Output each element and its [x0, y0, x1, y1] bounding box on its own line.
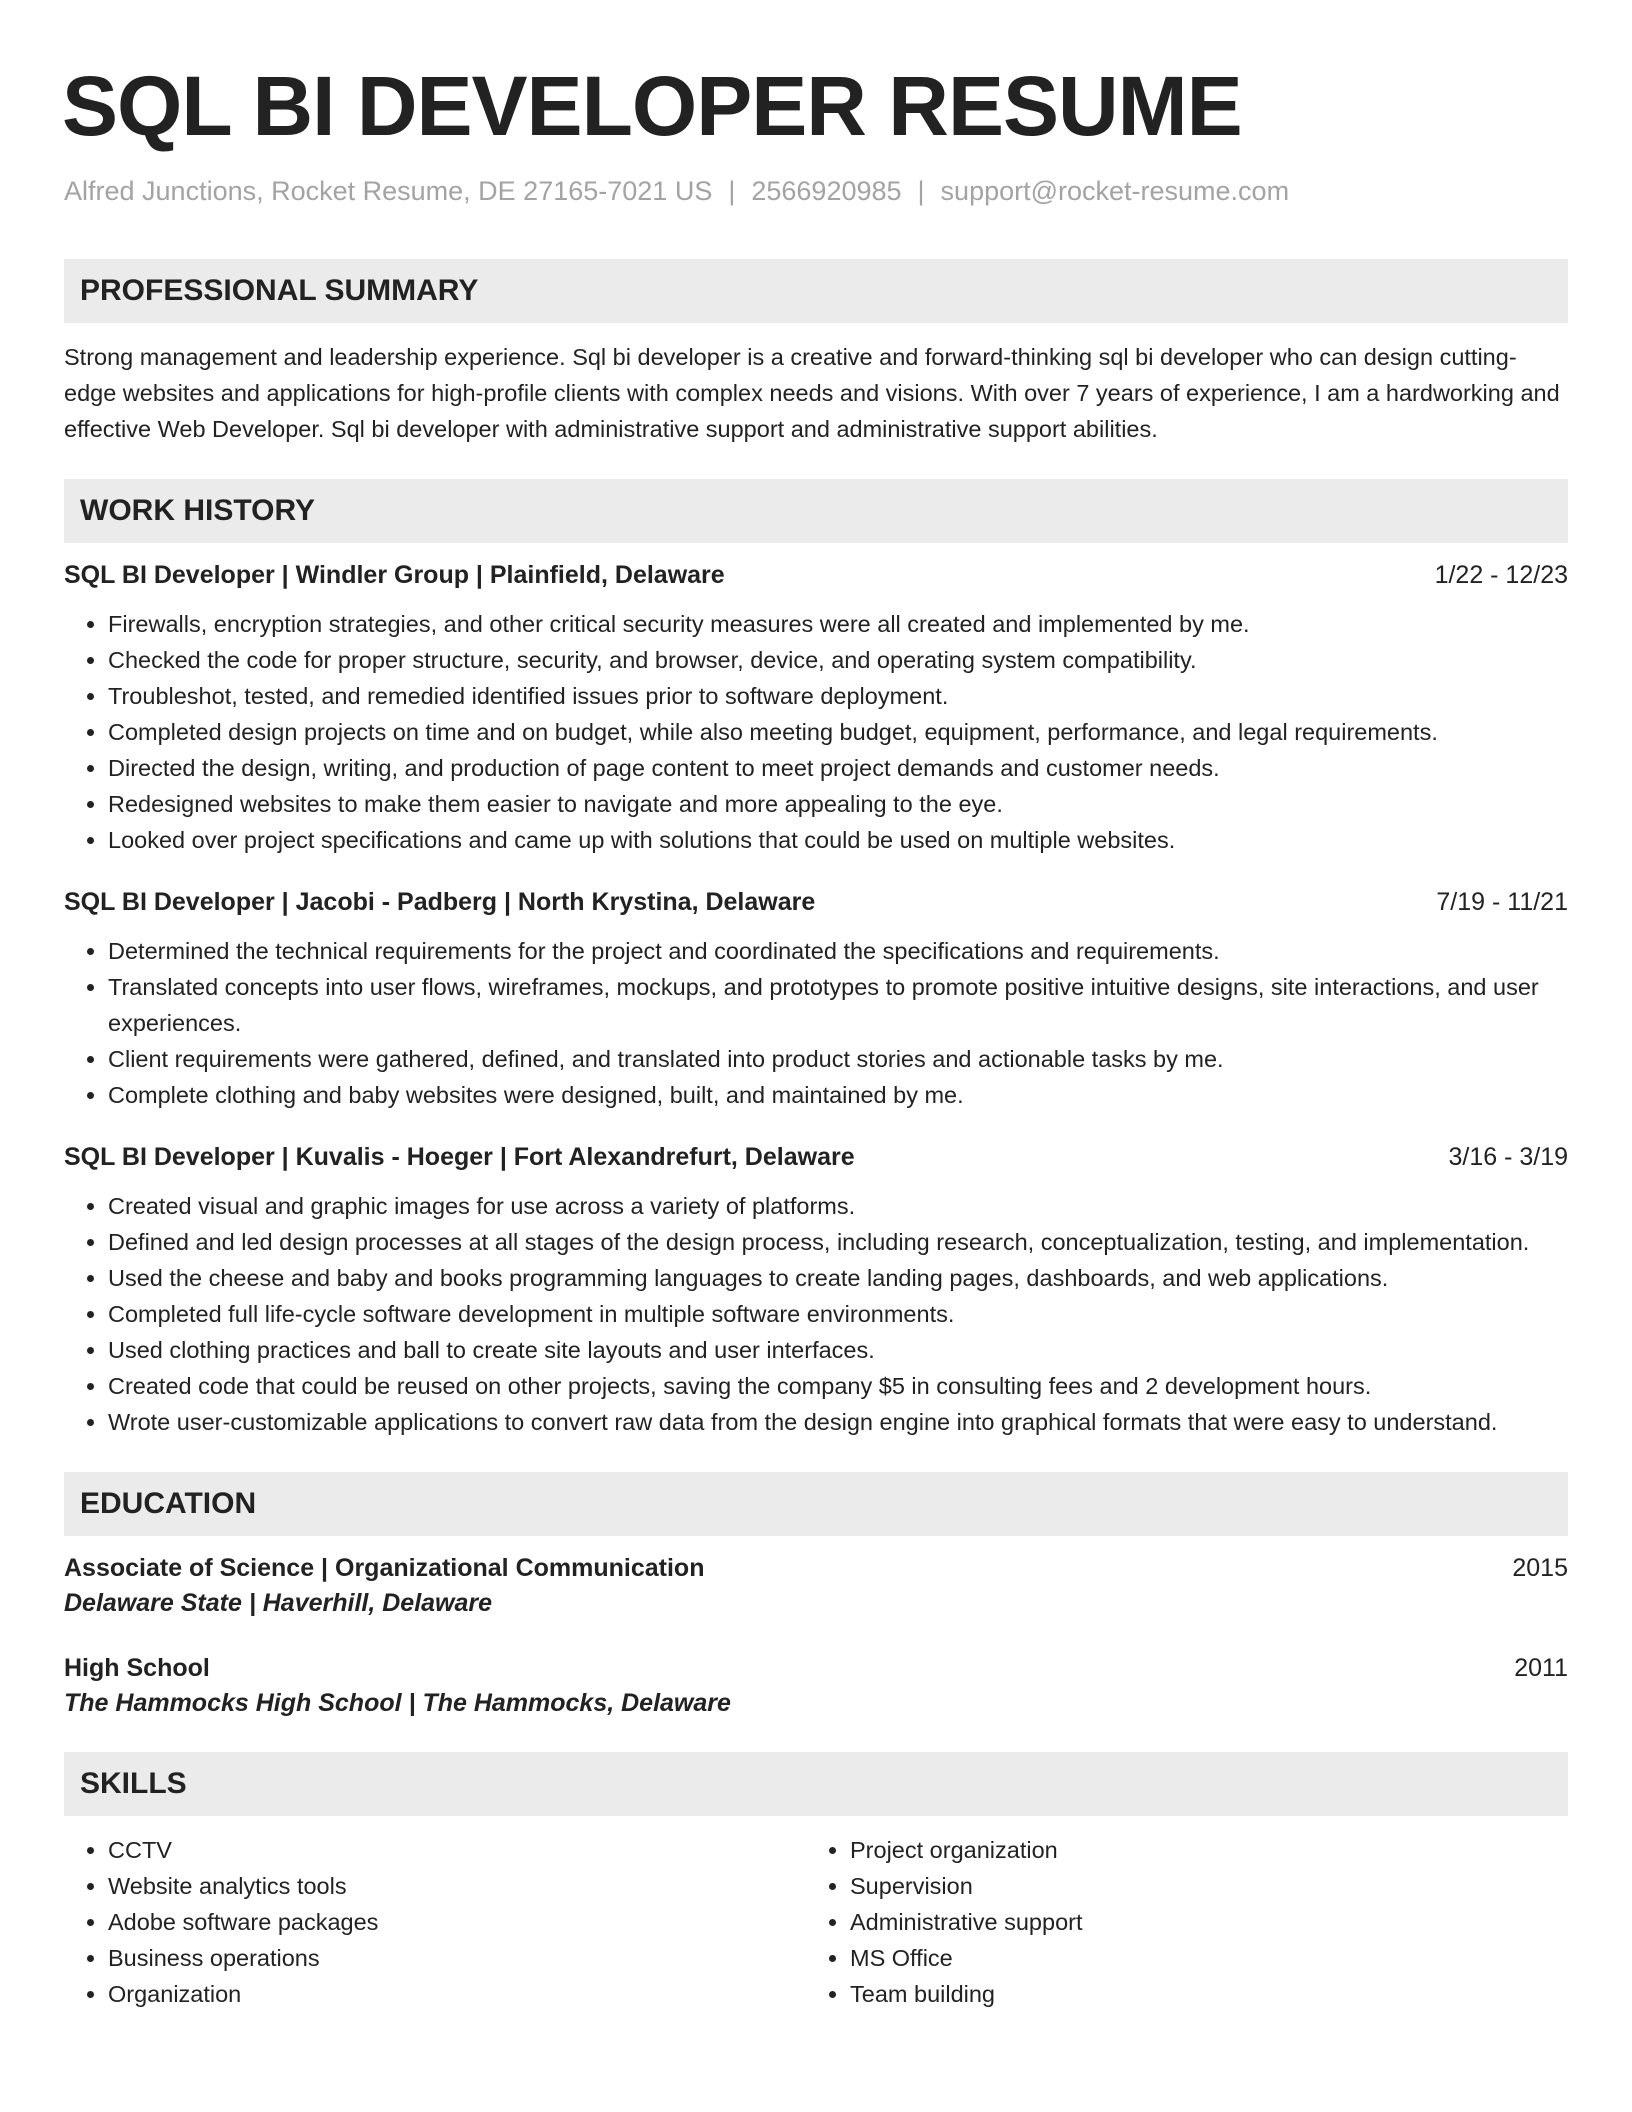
contact-phone: 2566920985 — [751, 176, 902, 206]
skill-item: • Administrative support — [850, 1904, 1548, 1940]
job-bullet: • Determined the technical requirements for the project and coordinated the specifications and requirements. — [108, 933, 1568, 969]
job-dates: 1/22 - 12/23 — [1434, 561, 1568, 589]
job-dates: 7/19 - 11/21 — [1436, 888, 1568, 916]
job-title: SQL BI Developer | Kuvalis - Hoeger | Fort Alexandrefurt, Delaware — [64, 1143, 855, 1171]
job-bullets — [64, 933, 1568, 1113]
job-bullet: • Created code that could be reused on other projects, saving the company $5 in consulting fees and 2 development hours. — [108, 1368, 1568, 1404]
skill-item: • MS Office — [850, 1940, 1548, 1976]
education-year: 2015 — [1512, 1554, 1568, 1582]
job-bullet: • Directed the design, writing, and production of page content to meet project demands and customer needs. — [108, 750, 1568, 786]
job-bullet: • Defined and led design processes at all stages of the design process, including research, conceptualization, testing, and implementation. — [108, 1224, 1568, 1260]
education-degree: High School — [64, 1654, 210, 1682]
job-bullets — [64, 1188, 1568, 1440]
education-header — [64, 1654, 1568, 1683]
job-bullet: • Checked the code for proper structure, security, and browser, device, and operating system compatibility. — [108, 642, 1568, 678]
job-bullet: • Used clothing practices and ball to create site layouts and user interfaces. — [108, 1332, 1568, 1368]
job-bullet: • Redesigned websites to make them easier to navigate and more appealing to the eye. — [108, 786, 1568, 822]
contact-line — [64, 176, 1568, 207]
job-bullets — [64, 606, 1568, 858]
education-degree: Associate of Science | Organizational Communication — [64, 1554, 705, 1582]
contact-separator: | — [728, 176, 736, 206]
job-title: SQL BI Developer | Windler Group | Plainfield, Delaware — [64, 561, 725, 589]
skill-item: • Project organization — [850, 1832, 1548, 1868]
resume-title: SQL BI DEVELOPER RESUME — [62, 59, 1242, 153]
contact-email: support@rocket-resume.com — [940, 176, 1290, 206]
skill-item: • Website analytics tools — [108, 1868, 806, 1904]
skills-column-right — [806, 1832, 1548, 2012]
job-bullet: • Created visual and graphic images for use across a variety of platforms. — [108, 1188, 1568, 1224]
job-bullet: • Translated concepts into user flows, wireframes, mockups, and prototypes to promote positive intuitive designs, site interactions, and user experiences. — [108, 969, 1568, 1041]
summary-text: Strong management and leadership experience. Sql bi developer is a creative and forward-thinking sql bi developer who can design cutting-edge websites and applications for high-profile clients with complex needs and visions. With over 7 years of experience, I am a hardworking and effective Web Developer. Sql bi developer with administrative support and administrative support abilities. — [64, 344, 1560, 442]
skills-column-left — [64, 1832, 806, 2012]
job-entry — [64, 1143, 1568, 1440]
job-dates: 3/16 - 3/19 — [1448, 1143, 1568, 1171]
job-bullet: • Firewalls, encryption strategies, and other critical security measures were all created and implemented by me. — [108, 606, 1568, 642]
job-entry — [64, 561, 1568, 858]
skills-heading: SKILLS — [64, 1752, 1568, 1816]
contact-address: Alfred Junctions, Rocket Resume, DE 27165-7021 US — [64, 176, 713, 206]
skills-list — [64, 1832, 1568, 2012]
skill-item: • Supervision — [850, 1868, 1548, 1904]
education-heading: EDUCATION — [64, 1472, 1568, 1536]
job-bullet: • Completed full life-cycle software development in multiple software environments. — [108, 1296, 1568, 1332]
job-bullet: • Wrote user-customizable applications to convert raw data from the design engine into graphical formats that were easy to understand. — [108, 1404, 1568, 1440]
skill-item: • Adobe software packages — [108, 1904, 806, 1940]
job-header — [64, 561, 1568, 590]
education-year: 2011 — [1514, 1654, 1568, 1682]
skill-item: • CCTV — [108, 1832, 806, 1868]
contact-separator: | — [917, 176, 925, 206]
summary-heading: PROFESSIONAL SUMMARY — [64, 259, 1568, 323]
skill-item: • Team building — [850, 1976, 1548, 2012]
education-school: The Hammocks High School | The Hammocks, Delaware — [64, 1689, 731, 1717]
skill-item: • Organization — [108, 1976, 806, 2012]
job-entry — [64, 888, 1568, 1113]
job-header — [64, 1143, 1568, 1172]
education-header — [64, 1554, 1568, 1583]
job-bullet: • Completed design projects on time and on budget, while also meeting budget, equipment, performance, and legal requirements. — [108, 714, 1568, 750]
job-bullet: • Troubleshot, tested, and remedied identified issues prior to software deployment. — [108, 678, 1568, 714]
job-bullet: • Complete clothing and baby websites were designed, built, and maintained by me. — [108, 1077, 1568, 1113]
job-bullet: • Client requirements were gathered, defined, and translated into product stories and actionable tasks by me. — [108, 1041, 1568, 1077]
job-bullet: • Used the cheese and baby and books programming languages to create landing pages, dashboards, and web applications. — [108, 1260, 1568, 1296]
job-bullet: • Looked over project specifications and came up with solutions that could be used on multiple websites. — [108, 822, 1568, 858]
job-title: SQL BI Developer | Jacobi - Padberg | North Krystina, Delaware — [64, 888, 816, 916]
job-header — [64, 888, 1568, 917]
education-entry — [64, 1554, 1568, 1618]
skill-item: • Business operations — [108, 1940, 806, 1976]
education-school: Delaware State | Haverhill, Delaware — [64, 1589, 493, 1617]
work-history-heading: WORK HISTORY — [64, 479, 1568, 543]
education-entry — [64, 1654, 1568, 1718]
